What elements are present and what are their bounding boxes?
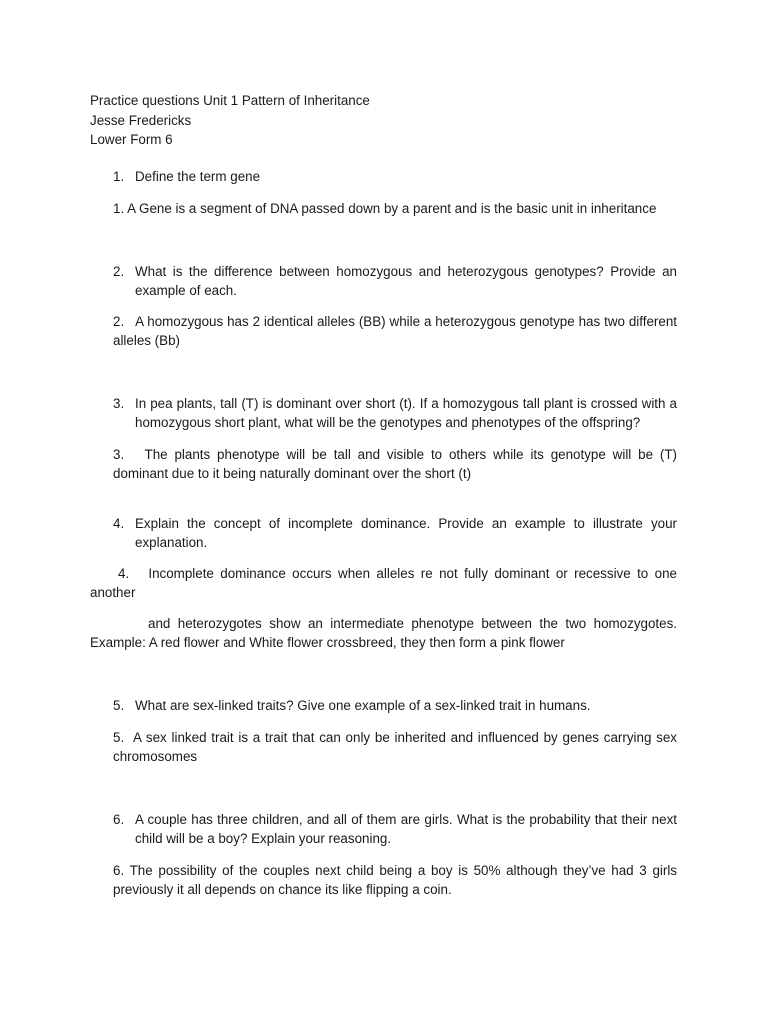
question-number: 2.: [113, 264, 125, 279]
answer-3: 3. The plants phenotype will be tall and visible to others while its genotype will be (T) dominant due to it being naturally dominant over the short (t): [113, 447, 681, 481]
question-number: 6.: [113, 812, 125, 827]
question-number: 1.: [113, 169, 125, 184]
question-text: What is the difference between homozygous and heterozygous genotypes? Provide an example of each.: [135, 264, 677, 298]
question-2: [113, 263, 677, 300]
question-number: 3.: [113, 396, 125, 411]
question-text: Define the term gene: [135, 169, 261, 184]
answer-1: 1. A Gene is a segment of DNA passed down by a parent and is the basic unit in inheritance: [113, 201, 657, 216]
question-5: [113, 697, 677, 716]
document-title: Practice questions Unit 1 Pattern of Inheritance: [90, 93, 370, 108]
answer-4-part-2: and heterozygotes show an intermediate phenotype between the two homozygotes. Example: A red flower and White flower crossbreed, they then form a pink flower: [90, 616, 677, 650]
class-form: Lower Form 6: [90, 132, 173, 147]
question-6: [113, 811, 677, 848]
question-3: [113, 395, 677, 432]
question-text: In pea plants, tall (T) is dominant over short (t). If a homozygous tall plant is crossed with a homozygous short plant, what will be the genotypes and phenotypes of the offspring?: [135, 396, 677, 430]
question-1: [113, 168, 680, 187]
author-name: Jesse Fredericks: [90, 113, 192, 128]
question-number: 5.: [113, 698, 125, 713]
question-text: Explain the concept of incomplete dominance. Provide an example to illustrate your explanation.: [135, 516, 677, 550]
question-text: A couple has three children, and all of them are girls. What is the probability that their next child will be a boy? Explain your reasoning.: [135, 812, 677, 846]
question-text: What are sex-linked traits? Give one example of a sex-linked trait in humans.: [135, 698, 591, 713]
answer-4-part-1: 4. Incomplete dominance occurs when alleles re not fully dominant or recessive to one another: [90, 566, 681, 600]
answer-2: 2. A homozygous has 2 identical alleles (BB) while a heterozygous genotype has two different alleles (Bb): [113, 314, 681, 348]
answer-6: 6. The possibility of the couples next child being a boy is 50% although they’ve had 3 girls previously it all depends on chance its like flipping a coin.: [113, 863, 677, 897]
question-number: 4.: [113, 516, 125, 531]
question-4: [113, 515, 677, 552]
answer-5: 5. A sex linked trait is a trait that can only be inherited and influenced by genes carrying sex chromosomes: [113, 730, 681, 764]
